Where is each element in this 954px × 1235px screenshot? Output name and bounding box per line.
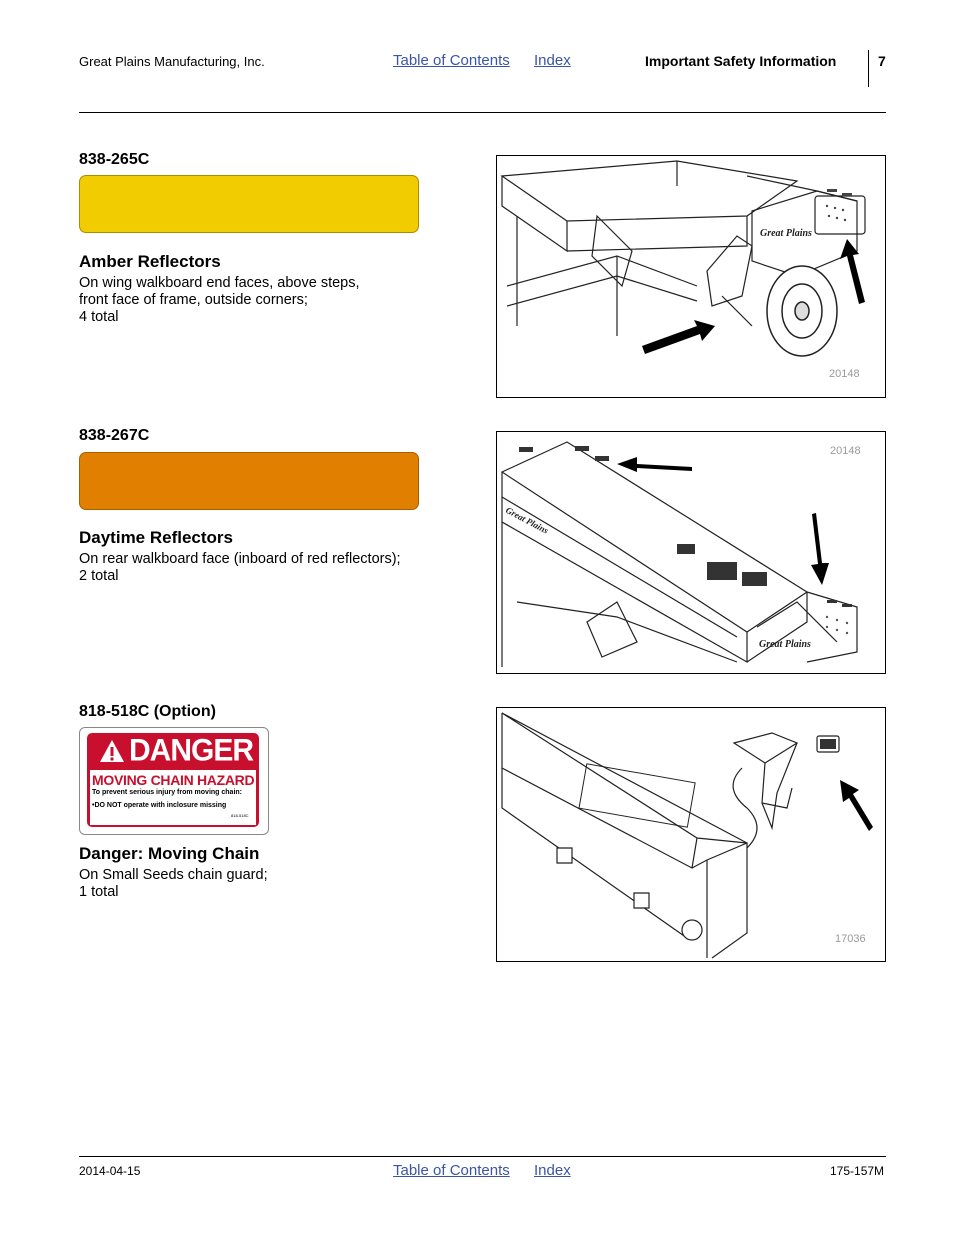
svg-text:20148: 20148 xyxy=(830,445,861,457)
section-title: Important Safety Information xyxy=(645,53,837,69)
svg-text:17036: 17036 xyxy=(835,933,866,945)
decal-warning: •DO NOT operate with inclosure missing xyxy=(92,802,227,809)
daytime-reflector-swatch xyxy=(79,452,419,510)
chain-guard-illustration xyxy=(497,708,885,961)
decal-instruction: To prevent serious injury from moving chain: xyxy=(92,789,243,796)
item-title: Amber Reflectors xyxy=(79,252,221,271)
page-number: 7 xyxy=(878,53,886,69)
machine-illustration xyxy=(497,432,885,673)
svg-text:Great Plains: Great Plains xyxy=(504,504,551,536)
item-description: On Small Seeds chain guard; 1 total xyxy=(79,867,268,900)
item-description: On rear walkboard face (inboard of red reflectors); 2 total xyxy=(79,551,401,584)
danger-decal xyxy=(79,727,269,835)
danger-decal-message xyxy=(90,770,256,825)
footer-date: 2014-04-15 xyxy=(79,1164,141,1178)
figure-amber-reflectors xyxy=(496,155,886,398)
svg-text:Great Plains: Great Plains xyxy=(759,639,811,650)
header-divider xyxy=(868,50,869,87)
item-description: On wing walkboard end faces, above steps, front face of frame, outside corners; 4 total xyxy=(79,275,360,325)
index-link[interactable]: Index xyxy=(534,52,571,69)
part-number: 838-265C xyxy=(79,151,150,168)
part-number: 818-518C (Option) xyxy=(79,703,216,720)
document-number: 175-157M xyxy=(830,1164,885,1178)
item-title: Daytime Reflectors xyxy=(79,528,234,547)
footer-rule xyxy=(79,1156,886,1157)
figure-danger-moving-chain xyxy=(496,707,886,962)
decal-code: 818-518C xyxy=(231,813,249,818)
svg-text:20148: 20148 xyxy=(829,368,860,380)
danger-decal-panel xyxy=(87,733,259,827)
footer-table-of-contents-link[interactable]: Table of Contents xyxy=(393,1162,510,1179)
warning-triangle-icon xyxy=(99,739,125,763)
part-number: 838-267C xyxy=(79,427,150,444)
hazard-title: MOVING CHAIN HAZARD xyxy=(92,772,255,788)
machine-illustration xyxy=(497,156,885,397)
item-title: Danger: Moving Chain xyxy=(79,844,260,863)
amber-reflector-swatch xyxy=(79,175,419,233)
header-rule xyxy=(79,112,886,113)
figure-daytime-reflectors xyxy=(496,431,886,674)
danger-signal-word: DANGER xyxy=(129,733,254,768)
company-name: Great Plains Manufacturing, Inc. xyxy=(79,54,265,69)
table-of-contents-link[interactable]: Table of Contents xyxy=(393,52,510,69)
svg-text:Great Plains: Great Plains xyxy=(760,228,812,239)
footer-index-link[interactable]: Index xyxy=(534,1162,571,1179)
